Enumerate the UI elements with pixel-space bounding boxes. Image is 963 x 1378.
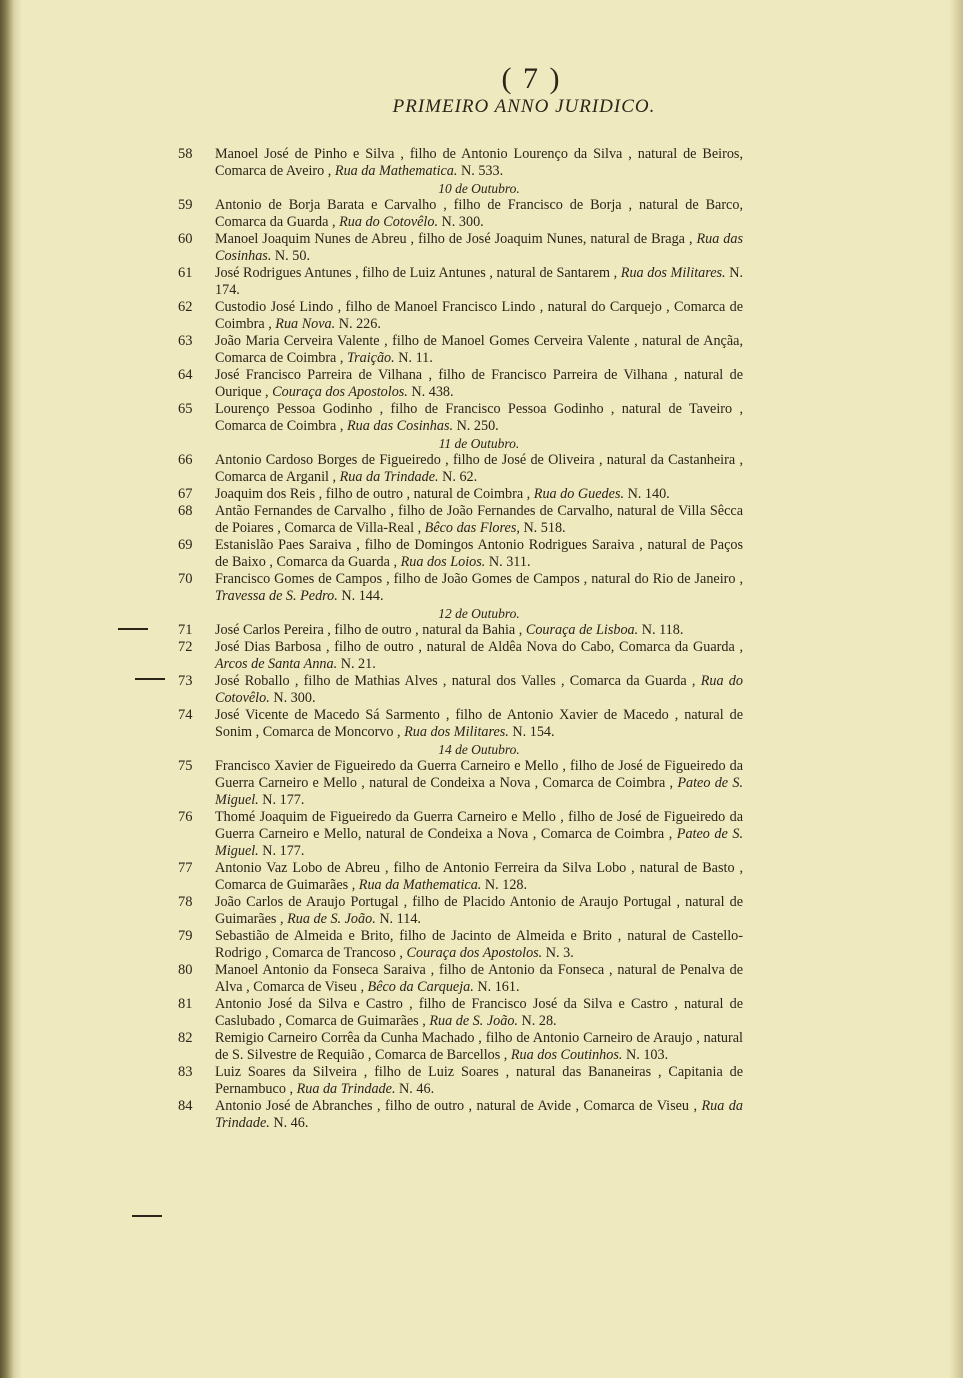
- entry-street: Rua da Trindade.: [215, 1098, 743, 1131]
- register-entry: [178, 367, 743, 401]
- entry-number: 72: [178, 639, 193, 655]
- entry-street: Bêco da Carqueja.: [367, 979, 474, 995]
- register-entry: [178, 452, 743, 486]
- entry-street: Rua da Trindade.: [339, 469, 439, 485]
- entry-number: 80: [178, 962, 193, 978]
- entry-number: 62: [178, 299, 193, 315]
- register-entry: [178, 639, 743, 673]
- register-entry: [178, 809, 743, 860]
- entry-text: José Dias Barbosa , filho de outro , natural de Aldêa Nova do Cabo, Comarca da Guarda ,: [215, 639, 743, 655]
- entry-house-number: N. 46.: [269, 1115, 309, 1131]
- entry-house-number: N. 311.: [485, 554, 531, 570]
- entry-text: Joaquim dos Reis , filho de outro , natural de Coimbra ,: [215, 486, 534, 502]
- entry-street: Rua Nova.: [275, 316, 336, 332]
- entry-number: 66: [178, 452, 193, 468]
- page-right-edge: [949, 0, 963, 1378]
- entry-street: Rua do Cotovêlo.: [215, 673, 743, 706]
- entry-text: Lourenço Pessoa Godinho , filho de Francisco Pessoa Godinho , natural de Taveiro , Comarca de Coimbra ,: [215, 401, 743, 434]
- entry-text: Luiz Soares da Silveira , filho de Luiz Soares , natural das Bananeiras , Capitania de Pernambuco ,: [215, 1064, 743, 1097]
- register-entry: [178, 673, 743, 707]
- entry-street: Couraça dos Apostolos.: [272, 384, 408, 400]
- entry-number: 59: [178, 197, 193, 213]
- entry-text: Francisco Gomes de Campos , filho de João Gomes de Campos , natural do Rio de Janeiro ,: [215, 571, 743, 587]
- entry-text: Manoel Joaquim Nunes de Abreu , filho de José Joaquim Nunes, natural de Braga ,: [215, 231, 697, 247]
- entry-number: 68: [178, 503, 193, 519]
- entry-number: 79: [178, 928, 193, 944]
- entry-number: 64: [178, 367, 193, 383]
- student-register-list: [178, 146, 743, 1132]
- entry-street: Rua das Cosinhas.: [346, 418, 454, 434]
- entry-text: Manoel José de Pinho e Silva , filho de Antonio Lourenço da Silva , natural de Beiros, Comarca de Aveiro ,: [215, 146, 743, 179]
- register-entry: [178, 962, 743, 996]
- entry-text: Antonio José da Silva e Castro , filho de Francisco José da Silva e Castro , natural de Caslubado , Comarca de Guimarães ,: [215, 996, 743, 1029]
- register-entry: [178, 996, 743, 1030]
- entry-text: Thomé Joaquim de Figueiredo da Guerra Carneiro e Mello , filho de José de Figueiredo da Guerra Carneiro e Mello, natural de Condeixa a Nova , Comarca de Coimbra ,: [215, 809, 743, 842]
- register-entry: [178, 860, 743, 894]
- entry-house-number: N. 21.: [337, 656, 376, 672]
- register-entry: [178, 265, 743, 299]
- entry-text: Antonio de Borja Barata e Carvalho , filho de Francisco de Borja , natural de Barco, Comarca da Guarda ,: [215, 197, 743, 230]
- register-entry: [178, 503, 743, 537]
- entry-house-number: N. 118.: [638, 622, 684, 638]
- entry-number: 65: [178, 401, 193, 417]
- entry-number: 83: [178, 1064, 193, 1080]
- date-heading: 11 de Outubro.: [438, 436, 520, 451]
- date-heading: 14 de Outubro.: [438, 742, 520, 757]
- entry-text: José Roballo , filho de Mathias Alves , natural dos Valles , Comarca da Guarda ,: [215, 673, 701, 689]
- register-entry: [178, 486, 743, 503]
- register-entry: [178, 299, 743, 333]
- entry-text: José Rodrigues Antunes , filho de Luiz Antunes , natural de Santarem ,: [215, 265, 621, 281]
- entry-text: Manoel Antonio da Fonseca Saraiva , filho de Antonio da Fonseca , natural de Penalva de Alva , Comarca de Viseu ,: [215, 962, 743, 995]
- entry-house-number: N. 50.: [271, 248, 310, 264]
- entry-number: 63: [178, 333, 193, 349]
- entry-text: José Vicente de Macedo Sá Sarmento , filho de Antonio Xavier de Macedo , natural de Sonim , Comarca de Moncorvo ,: [215, 707, 743, 740]
- entry-house-number: N. 518.: [519, 520, 566, 536]
- entry-house-number: N. 3.: [542, 945, 574, 961]
- binding-edge: [0, 0, 22, 1378]
- entry-house-number: N. 177.: [258, 843, 305, 859]
- entry-number: 75: [178, 758, 193, 774]
- register-entry: [178, 1030, 743, 1064]
- entry-house-number: N. 28.: [517, 1013, 557, 1029]
- entry-street: Rua da Mathematica.: [334, 163, 458, 179]
- entry-number: 82: [178, 1030, 193, 1046]
- date-heading: 12 de Outubro.: [438, 606, 520, 621]
- register-entry: [178, 1098, 743, 1132]
- register-entry: [178, 622, 743, 639]
- entry-street: Pateo de S. Miguel.: [215, 775, 744, 808]
- register-entry: [178, 537, 743, 571]
- entry-text: Antonio José de Abranches , filho de outro , natural de Avide , Comarca de Viseu ,: [215, 1098, 702, 1114]
- entry-text: Antonio Vaz Lobo de Abreu , filho de Antonio Ferreira da Silva Lobo , natural de Basto , Comarca de Guimarães ,: [215, 860, 743, 893]
- entry-house-number: N. 103.: [622, 1047, 669, 1063]
- entry-house-number: N. 46.: [395, 1081, 435, 1097]
- entry-house-number: N. 226.: [335, 316, 381, 332]
- entry-street: Rua dos Coutinhos.: [510, 1047, 623, 1063]
- register-entry: [178, 146, 743, 180]
- register-entry: [178, 894, 743, 928]
- register-entry: [178, 758, 743, 809]
- entry-street: Couraça dos Apostolos.: [406, 945, 543, 961]
- entry-street: Rua da Trindade.: [296, 1081, 396, 1097]
- entry-number: 70: [178, 571, 193, 587]
- entry-house-number: N. 438.: [407, 384, 454, 400]
- entry-number: 77: [178, 860, 193, 876]
- entry-street: Rua de S. João.: [429, 1013, 518, 1029]
- running-title: PRIMEIRO ANNO JURIDICO.: [392, 96, 656, 117]
- register-entry: [178, 333, 743, 367]
- register-entry: [178, 197, 743, 231]
- entry-house-number: N. 140.: [624, 486, 670, 502]
- entry-house-number: N. 62.: [438, 469, 478, 485]
- entry-street: Rua de S. João.: [287, 911, 376, 927]
- entry-house-number: N. 11.: [394, 350, 433, 366]
- entry-house-number: N. 177.: [258, 792, 305, 808]
- entry-street: Rua dos Militares.: [620, 265, 726, 281]
- entry-text: Francisco Xavier de Figueiredo da Guerra Carneiro e Mello , filho de José de Figueiredo da Guerra Carneiro e Mello , natural de Condeixa a Nova , Comarca de Coimbra ,: [215, 758, 743, 791]
- register-entry: [178, 1064, 743, 1098]
- entry-street: Bêco das Flores,: [424, 520, 520, 536]
- entry-street: Pateo de S. Miguel.: [215, 826, 743, 859]
- entry-text: Antão Fernandes de Carvalho , filho de João Fernandes de Carvalho, natural de Villa Sêcca de Poiares , Comarca de Villa-Real ,: [215, 503, 743, 536]
- entry-street: Traição.: [346, 350, 395, 366]
- entry-street: Rua do Guedes.: [533, 486, 625, 502]
- margin-mark: [135, 678, 165, 680]
- entry-text: Sebastião de Almeida e Brito, filho de Jacinto de Almeida e Brito , natural de Castello-Rodrigo , Comarca de Trancoso ,: [215, 928, 743, 961]
- entry-street: Rua das Cosinhas.: [215, 231, 743, 264]
- entry-text: João Carlos de Araujo Portugal , filho de Placido Antonio de Araujo Portugal , natural de Guimarães ,: [215, 894, 743, 927]
- entry-number: 76: [178, 809, 193, 825]
- register-entry: [178, 928, 743, 962]
- entry-street: Rua dos Militares.: [404, 724, 509, 740]
- entry-house-number: N. 114.: [375, 911, 421, 927]
- entry-text: Antonio Cardoso Borges de Figueiredo , filho de José de Oliveira , natural da Castanheira , Comarca de Arganil ,: [215, 452, 743, 485]
- entry-number: 78: [178, 894, 193, 910]
- entry-street: Arcos de Santa Anna.: [215, 656, 338, 672]
- entry-text: Estanislão Paes Saraiva , filho de Domingos Antonio Rodrigues Saraiva , natural de Paços de Baixo , Comarca da Guarda ,: [215, 537, 743, 570]
- page-number: ( 7 ): [501, 62, 562, 95]
- entry-number: 74: [178, 707, 193, 723]
- entry-house-number: N. 250.: [453, 418, 499, 434]
- entry-street: Rua da Mathematica.: [358, 877, 482, 893]
- entry-house-number: N. 128.: [481, 877, 528, 893]
- entry-text: Custodio José Lindo , filho de Manoel Francisco Lindo , natural do Carquejo , Comarca de Coimbra ,: [215, 299, 743, 332]
- margin-mark: [118, 628, 148, 630]
- entry-street: Rua dos Loios.: [400, 554, 486, 570]
- entry-number: 71: [178, 622, 193, 638]
- entry-text: Remigio Carneiro Corrêa da Cunha Machado , filho de Antonio Carneiro de Araujo , natural de S. Silvestre de Requião , Comarca de Barcellos ,: [215, 1030, 743, 1063]
- entry-text: José Carlos Pereira , filho de outro , natural da Bahia ,: [215, 622, 526, 638]
- entry-number: 67: [178, 486, 193, 502]
- register-entry: [178, 571, 743, 605]
- entry-number: 81: [178, 996, 193, 1012]
- entry-text: João Maria Cerveira Valente , filho de Manoel Gomes Cerveira Valente , natural de Ançãa, Comarca de Coimbra ,: [215, 333, 743, 366]
- entry-number: 58: [178, 146, 193, 162]
- register-entry: [178, 231, 743, 265]
- entry-house-number: N. 161.: [473, 979, 520, 995]
- entry-street: Couraça de Lisboa.: [525, 622, 639, 638]
- entry-number: 73: [178, 673, 193, 689]
- entry-number: 60: [178, 231, 193, 247]
- entry-house-number: N. 533.: [457, 163, 504, 179]
- entry-house-number: N. 144.: [337, 588, 384, 604]
- entry-text: José Francisco Parreira de Vilhana , filho de Francisco Parreira de Vilhana , natural de Ourique ,: [215, 367, 743, 400]
- entry-street: Rua do Cotovêlo.: [339, 214, 438, 230]
- entry-house-number: N. 154.: [508, 724, 555, 740]
- entry-house-number: N. 300.: [269, 690, 316, 706]
- register-entry: [178, 707, 743, 741]
- entry-house-number: N. 300.: [438, 214, 484, 230]
- entry-street: Travessa de S. Pedro.: [215, 588, 338, 604]
- date-heading: 10 de Outubro.: [438, 181, 520, 196]
- margin-mark: [132, 1215, 162, 1217]
- entry-number: 84: [178, 1098, 193, 1114]
- entry-house-number: N. 174.: [215, 265, 743, 298]
- entry-number: 61: [178, 265, 193, 281]
- entry-number: 69: [178, 537, 193, 553]
- register-entry: [178, 401, 743, 435]
- page-header: [0, 62, 963, 118]
